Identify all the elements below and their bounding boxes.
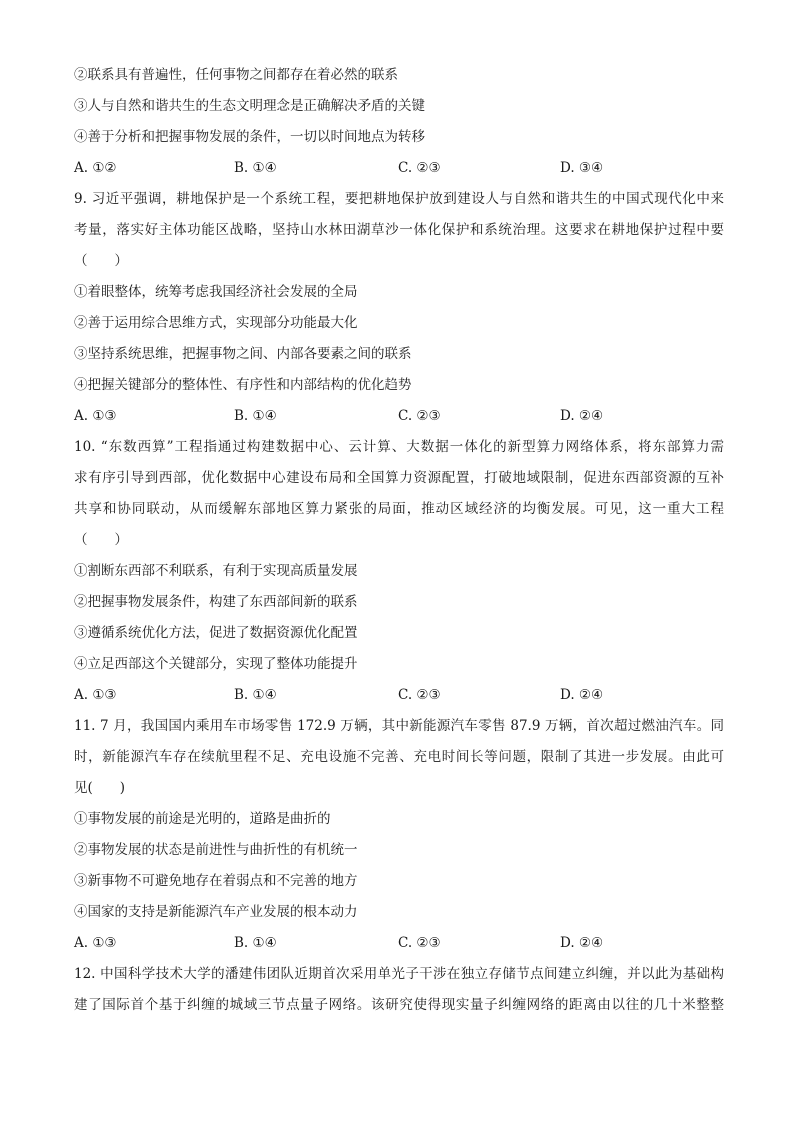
q9-stem-line-2: 考量，落实好主体功能区战略，坚持山水林田湖草沙一体化保护和系统治理。这要求在耕地保护过程中要	[74, 222, 724, 238]
q11-stem-line-2: 时，新能源汽车存在续航里程不足、充电设施不完善、充电时间长等问题，限制了其进一步发展。由此可	[74, 749, 724, 765]
q10-stem-line-2: 求有序引导到西部，优化数据中心建设布局和全国算力资源配置，打破地域限制，促进东西部资源的互补	[74, 470, 724, 486]
q8-option-3: ③人与自然和谐共生的生态文明理念是正确解决矛盾的关键	[74, 98, 425, 114]
q11-choice-b: B. ①④	[234, 935, 277, 951]
q10-stem-line-3: 共享和协同联动，从而缓解东部地区算力紧张的局面，推动区域经济的均衡发展。可见，这一重大工程	[74, 501, 724, 517]
q10-choices	[74, 680, 724, 711]
q8-option-4: ④善于分析和把握事物发展的条件，一切以时间地点为转移	[74, 129, 425, 145]
q10-option-4: ④立足西部这个关键部分，实现了整体功能提升	[74, 656, 358, 672]
q8-choice-d: D. ③④	[560, 160, 604, 176]
q10-choice-b: B. ①④	[234, 687, 277, 703]
q11-choice-c: C. ②③	[398, 935, 441, 951]
q8-choice-b: B. ①④	[234, 160, 277, 176]
q9-option-3: ③坚持系统思维，把握事物之间、内部各要素之间的联系	[74, 346, 412, 362]
q8-choice-c: C. ②③	[398, 160, 441, 176]
q10-choice-d: D. ②④	[560, 687, 604, 703]
q11-option-3: ③新事物不可避免地存在着弱点和不完善的地方	[74, 873, 358, 889]
q11-option-4: ④国家的支持是新能源汽车产业发展的根本动力	[74, 904, 358, 920]
q10-stem-line-1: 10. “东数西算”工程指通过构建数据中心、云计算、大数据一体化的新型算力网络体系，将东部算力需	[74, 439, 724, 455]
q8-option-2: ②联系具有普遍性，任何事物之间都存在着必然的联系	[74, 67, 398, 83]
q11-choices	[74, 928, 724, 959]
q10-option-1: ①割断东西部不利联系，有利于实现高质量发展	[74, 563, 358, 579]
q10-choice-a: A. ①③	[74, 687, 117, 703]
q9-choice-a: A. ①③	[74, 408, 117, 424]
q9-option-4: ④把握关键部分的整体性、有序性和内部结构的优化趋势	[74, 377, 412, 393]
q11-option-1: ①事物发展的前途是光明的，道路是曲折的	[74, 811, 331, 827]
q9-choice-d: D. ②④	[560, 408, 604, 424]
q10-choice-c: C. ②③	[398, 687, 441, 703]
q9-choice-b: B. ①④	[234, 408, 277, 424]
q9-stem-line-1: 9. 习近平强调，耕地保护是一个系统工程，要把耕地保护放到建设人与自然和谐共生的中国式现代化中来	[74, 191, 724, 207]
q9-choices	[74, 401, 724, 432]
q8-choices	[74, 153, 724, 184]
q9-option-2: ②善于运用综合思维方式，实现部分功能最大化	[74, 315, 358, 331]
q11-option-2: ②事物发展的状态是前进性与曲折性的有机统一	[74, 842, 358, 858]
q9-choice-c: C. ②③	[398, 408, 441, 424]
q11-choice-d: D. ②④	[560, 935, 604, 951]
q10-option-3: ③遵循系统优化方法，促进了数据资源优化配置	[74, 625, 358, 641]
q9-answer-blank: （ ）	[74, 253, 128, 269]
q11-stem-line-3: 见( )	[74, 780, 126, 796]
q10-option-2: ②把握事物发展条件，构建了东西部间新的联系	[74, 594, 358, 610]
q12-stem-line-1: 12. 中国科学技术大学的潘建伟团队近期首次采用单光子干涉在独立存储节点间建立纠缠，并以此为基础构	[74, 966, 724, 982]
q10-answer-blank: （ ）	[74, 532, 128, 548]
q8-choice-a: A. ①②	[74, 160, 117, 176]
document-page	[74, 60, 724, 1021]
q12-stem-line-2: 建了国际首个基于纠缠的城域三节点量子网络。该研究使得现实量子纠缠网络的距离由以往的几十米整整	[74, 997, 724, 1013]
q11-choice-a: A. ①③	[74, 935, 117, 951]
q9-option-1: ①着眼整体，统筹考虑我国经济社会发展的全局	[74, 284, 358, 300]
q11-stem-line-1: 11. 7 月，我国国内乘用车市场零售 172.9 万辆，其中新能源汽车零售 87.9 万辆，首次超过燃油汽车。同	[74, 718, 724, 734]
